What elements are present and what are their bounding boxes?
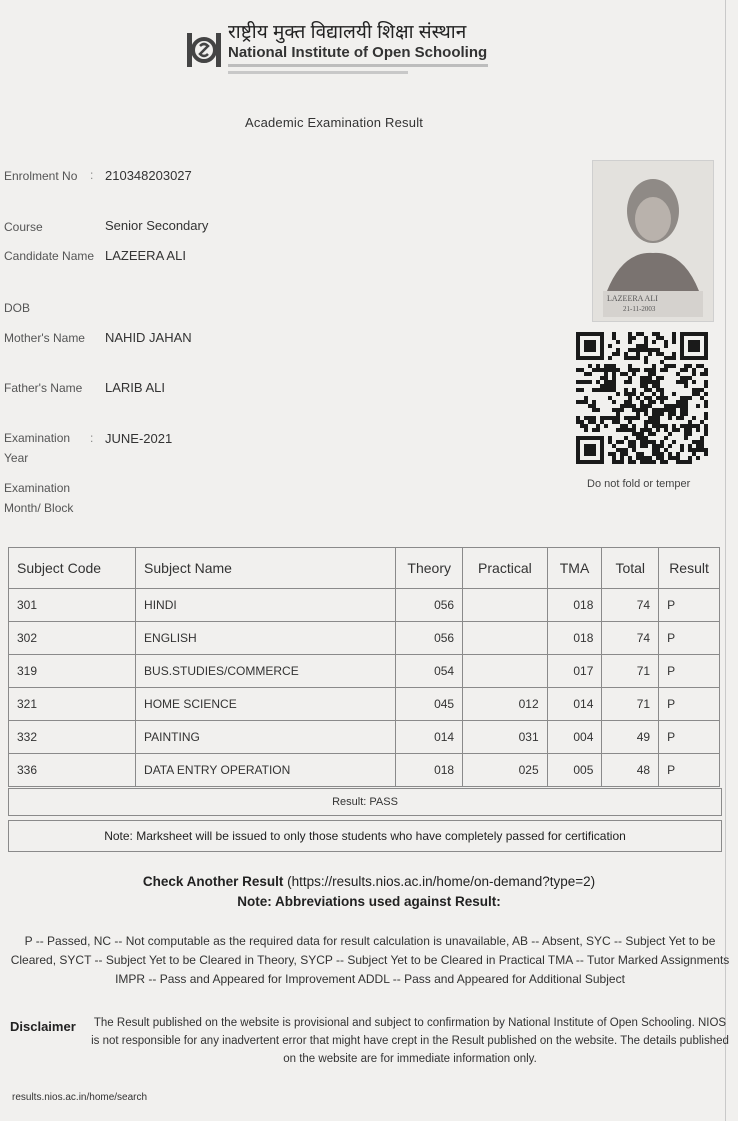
cell-result: P xyxy=(659,589,720,622)
abbreviations-text: P -- Passed, NC -- Not computable as the required data for result calculation is unavailable, AB -- Absent, SYC -- Subject Yet to be Cleared, SYCT -- Subject Yet to be Cleared in Theory, SYCP -- Subject Yet to be Cleared in Practical TMA -- Tutor Marked Assignments IMPR -- Pass and Appeared for Improvement ADDL -- Pass and Appeared for Additional Subject xyxy=(10,934,730,986)
mother-name-label: Mother's Name xyxy=(4,331,85,345)
cell-theory: 045 xyxy=(396,688,463,721)
cell-result: P xyxy=(659,688,720,721)
cell-result: P xyxy=(659,754,720,787)
check-another-result xyxy=(0,874,738,889)
photo-caption: LAZEERA ALI xyxy=(607,294,658,303)
cell-subject: BUS.STUDIES/COMMERCE xyxy=(136,655,396,688)
abbreviations-title: Note: Abbreviations used against Result: xyxy=(237,894,501,909)
cell-code: 301 xyxy=(9,589,136,622)
cell-subject: HINDI xyxy=(136,589,396,622)
nios-logo-icon xyxy=(186,30,222,70)
cell-tma: 005 xyxy=(547,754,602,787)
course-value: Senior Secondary xyxy=(105,218,209,233)
cell-subject: DATA ENTRY OPERATION xyxy=(136,754,396,787)
table-header-row xyxy=(9,548,720,589)
cell-result: P xyxy=(659,622,720,655)
cell-total: 74 xyxy=(602,589,659,622)
check-label: Check Another Result xyxy=(142,874,284,889)
cell-tma: 018 xyxy=(547,622,602,655)
cell-subject: HOME SCIENCE xyxy=(136,688,396,721)
cell-theory: 054 xyxy=(396,655,463,688)
colon: : xyxy=(90,168,94,182)
cell-practical: 031 xyxy=(463,721,548,754)
table-row xyxy=(9,655,720,688)
cell-code: 321 xyxy=(9,688,136,721)
col-theory: Theory xyxy=(396,548,463,589)
col-subject-name: Subject Name xyxy=(136,548,396,589)
header-subline xyxy=(228,64,488,67)
institute-title-hindi: राष्ट्रीय मुक्त विद्यालयी शिक्षा संस्थान xyxy=(228,22,467,43)
marksheet-note: Note: Marksheet will be issued to only those students who have completely passed for certification xyxy=(8,820,722,852)
cell-result: P xyxy=(659,655,720,688)
check-result-link[interactable]: (https://results.nios.ac.in/home/on-demand?type=2) xyxy=(287,874,596,889)
dob-label: DOB xyxy=(4,301,31,315)
cell-total: 74 xyxy=(602,622,659,655)
table-row xyxy=(9,721,720,754)
col-practical: Practical xyxy=(463,548,548,589)
qr-code-icon xyxy=(576,332,708,464)
cell-theory: 018 xyxy=(396,754,463,787)
cell-result: P xyxy=(659,721,720,754)
photo-caption-date: 21-11-2003 xyxy=(623,305,656,313)
candidate-name-label: Candidate Name xyxy=(4,249,95,263)
cell-practical: 025 xyxy=(463,754,548,787)
cell-code: 336 xyxy=(9,754,136,787)
cell-practical xyxy=(463,589,548,622)
father-name-label: Father's Name xyxy=(4,381,83,395)
enrolment-label: Enrolment No xyxy=(4,169,78,183)
header-subline xyxy=(228,71,408,74)
institute-title-english: National Institute of Open Schooling xyxy=(228,44,488,61)
cell-total: 71 xyxy=(602,655,659,688)
cell-subject: PAINTING xyxy=(136,721,396,754)
result-summary: Result: PASS xyxy=(8,788,722,816)
cell-practical: 012 xyxy=(463,688,548,721)
cell-theory: 014 xyxy=(396,721,463,754)
cell-total: 48 xyxy=(602,754,659,787)
col-subject-code: Subject Code xyxy=(9,548,136,589)
table-row xyxy=(9,754,720,787)
result-table xyxy=(8,547,720,787)
exam-year-value: JUNE-2021 xyxy=(105,431,173,446)
cell-practical xyxy=(463,655,548,688)
table-row xyxy=(9,622,720,655)
table-row xyxy=(9,688,720,721)
exam-year-label: Examination Year xyxy=(4,431,71,465)
fold-note: Do not fold or temper xyxy=(587,478,691,490)
cell-subject: ENGLISH xyxy=(136,622,396,655)
candidate-name-value: LAZEERA ALI xyxy=(105,248,186,263)
course-label: Course xyxy=(4,220,43,234)
col-result: Result xyxy=(659,548,720,589)
candidate-photo xyxy=(592,160,714,322)
col-tma: TMA xyxy=(547,548,602,589)
cell-total: 71 xyxy=(602,688,659,721)
table-row xyxy=(9,589,720,622)
disclaimer-label: Disclaimer xyxy=(10,1019,76,1034)
cell-theory: 056 xyxy=(396,622,463,655)
colon: : xyxy=(90,431,94,445)
cell-code: 302 xyxy=(9,622,136,655)
cell-tma: 004 xyxy=(547,721,602,754)
disclaimer-text: The Result published on the website is provisional and subject to confirmation by National Institute of Open Schooling. NIOS is not responsible for any inadvertent error that might have crept in the Result published on the website. The details published on the website are for immediate information only. xyxy=(91,1017,729,1065)
cell-tma: 018 xyxy=(547,589,602,622)
exam-block-label: Examination Month/ Block xyxy=(4,481,74,515)
cell-practical xyxy=(463,622,548,655)
cell-tma: 014 xyxy=(547,688,602,721)
cell-code: 319 xyxy=(9,655,136,688)
cell-theory: 056 xyxy=(396,589,463,622)
cell-tma: 017 xyxy=(547,655,602,688)
footer-url: results.nios.ac.in/home/search xyxy=(12,1092,148,1103)
col-total: Total xyxy=(602,548,659,589)
page-title: Academic Examination Result xyxy=(245,115,424,130)
cell-code: 332 xyxy=(9,721,136,754)
father-name-value: LARIB ALI xyxy=(105,380,165,395)
mother-name-value: NAHID JAHAN xyxy=(105,330,192,345)
enrolment-value: 210348203027 xyxy=(105,168,192,183)
cell-total: 49 xyxy=(602,721,659,754)
